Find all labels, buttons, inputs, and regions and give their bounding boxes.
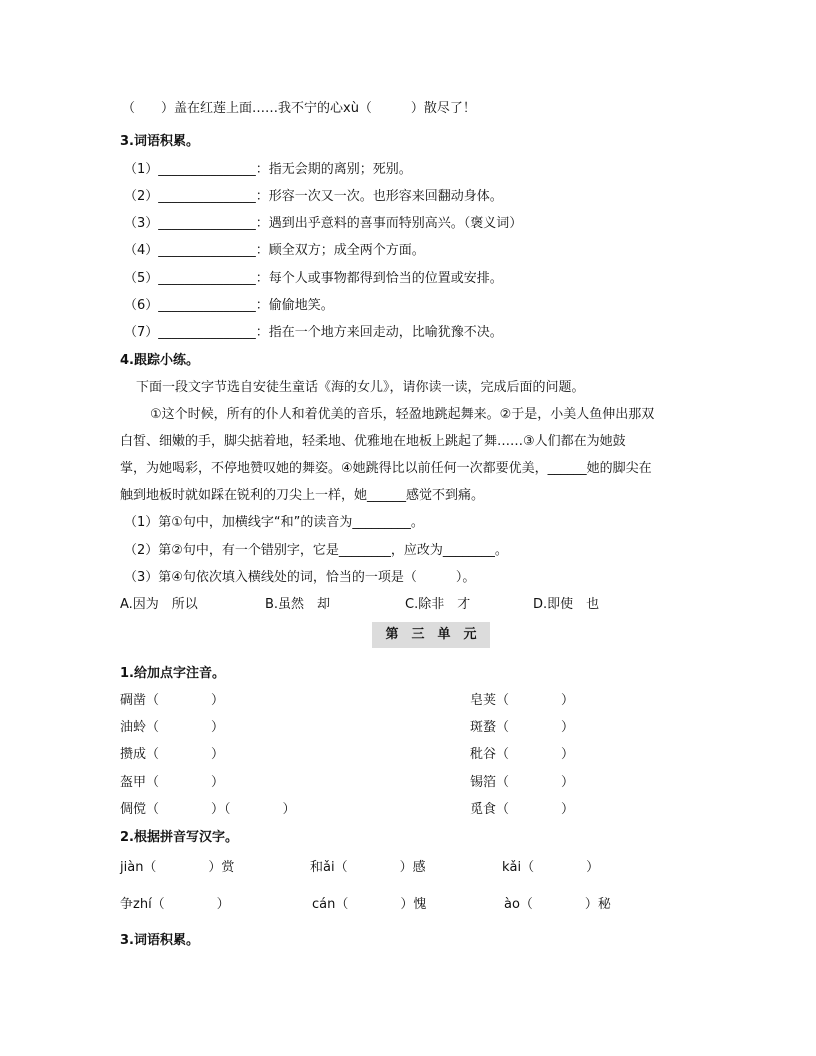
unit-banner: 第 三 单 元: [372, 622, 490, 648]
write-item: 争zhí（ ）: [120, 897, 230, 912]
vocab-item: （4）_______________：顾全双方；成全两个方面。: [124, 243, 425, 258]
pinyin-item: 碉凿（ ）: [120, 693, 225, 708]
passage-line: ①这个时候，所有的仆人和着优美的音乐，轻盈地跳起舞来。②于是，小美人鱼伸出那双: [150, 407, 655, 422]
vocab-item: （3）_______________：遇到出乎意料的喜事而特别高兴。（褒义词）: [124, 216, 523, 231]
pinyin-item: 油蛉（ ）: [120, 720, 225, 735]
pinyin-item: 锡箔（ ）: [470, 775, 575, 790]
section-heading: 3.词语积累。: [120, 933, 199, 948]
passage-line: 触到地板时就如踩在锐利的刀尖上一样，她______感觉不到痛。: [120, 488, 485, 503]
section-heading: 4.跟踪小练。: [120, 353, 199, 368]
write-item: cán（ ）愧: [312, 897, 427, 912]
option-d: D.即使 也: [533, 597, 600, 612]
pinyin-item: 倜傥（ ）（ ）: [120, 802, 296, 817]
vocab-item: （6）_______________：偷偷地笑。: [124, 298, 334, 313]
vocab-item: （2）_______________：形容一次又一次。也形容来回翻动身体。: [124, 189, 503, 204]
section-heading: 3.词语积累。: [120, 134, 199, 149]
vocab-item: （7）_______________：指在一个地方来回走动，比喻犹豫不决。: [124, 325, 503, 340]
pinyin-item: 觅食（ ）: [470, 802, 575, 817]
pinyin-item: 攒成（ ）: [120, 747, 225, 762]
passage-line: 白皙、细嫩的手，脚尖掂着地，轻柔地、优雅地在地板上跳起了舞……③人们都在为她鼓: [120, 434, 626, 449]
pinyin-item: 秕谷（ ）: [470, 747, 575, 762]
pinyin-item: 皂荚（ ）: [470, 693, 575, 708]
write-item: jiàn（ ）赏: [120, 860, 235, 875]
pinyin-item: 盔甲（ ）: [120, 775, 225, 790]
vocab-item: （5）_______________：每个人或事物都得到恰当的位置或安排。: [124, 271, 503, 286]
question-item: （3）第④句依次填入横线处的词，恰当的一项是（ ）。: [124, 570, 476, 585]
passage-line: 掌，为她喝彩，不停地赞叹她的舞姿。④她跳得比以前任何一次都要优美，______她的脚尖在: [120, 461, 652, 476]
pinyin-item: 斑蝥（ ）: [470, 720, 575, 735]
section-heading: 2.根据拼音写汉字。: [120, 830, 238, 845]
question-item: （2）第②句中，有一个错别字，它是________，应改为________。: [124, 543, 508, 558]
write-item: kǎi（ ）: [502, 860, 600, 875]
question-item: （1）第①句中，加横线字“和”的读音为_________。: [124, 515, 424, 530]
option-a: A.因为 所以: [120, 597, 198, 612]
section-heading: 1.给加点字注音。: [120, 666, 225, 681]
write-item: ào（ ）秘: [504, 897, 611, 912]
intro-text: 下面一段文字节选自安徒生童话《海的女儿》，请你读一读，完成后面的问题。: [136, 380, 585, 395]
write-item: 和ǎi（ ）感: [310, 860, 426, 875]
option-c: C.除非 才: [405, 597, 471, 612]
option-b: B.虽然 却: [265, 597, 331, 612]
vocab-item: （1）_______________：指无会期的离别；死别。: [124, 162, 412, 177]
fill-line: （ ）盖在红莲上面……我不宁的心xù（ ）散尽了！: [122, 101, 476, 116]
